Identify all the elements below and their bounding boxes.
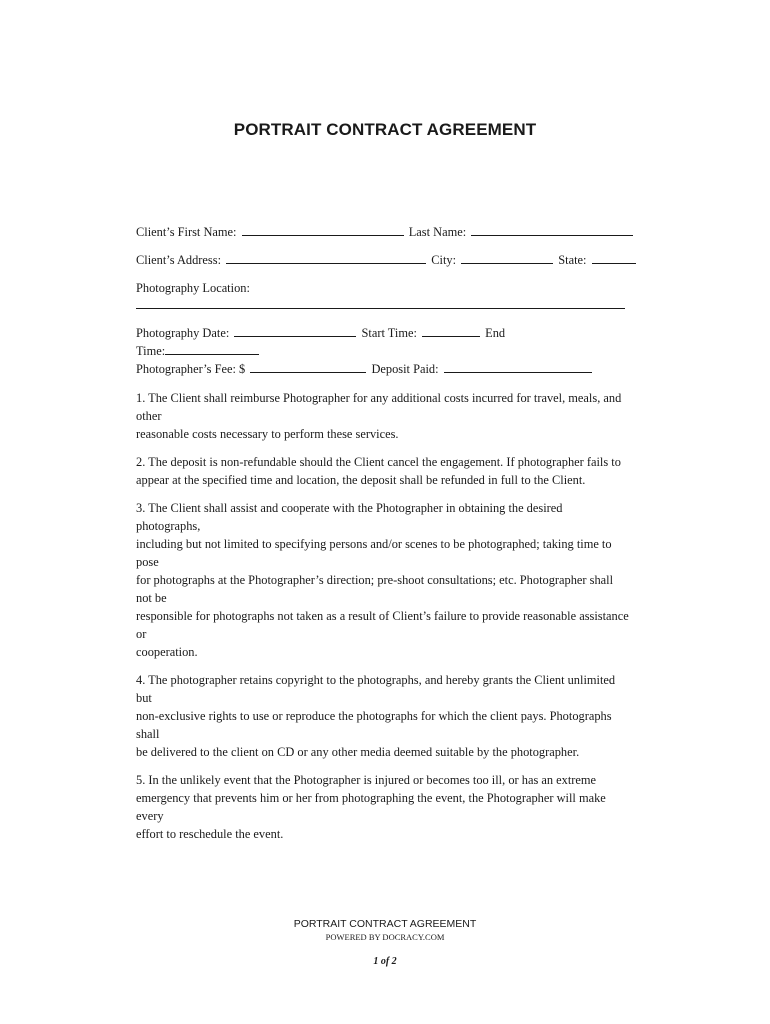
page-number: 1 of 2: [373, 956, 397, 967]
address-row: [136, 251, 638, 269]
clause-4-line: 4. The photographer retains copyright to the photographs, and hereby grants the Client unlimited: [136, 673, 616, 687]
city-field[interactable]: [461, 251, 553, 264]
clause-2-line: 2. The deposit is non-refundable should the Client cancel the engagement. If photographer fails to: [136, 455, 621, 469]
client-name-row: [136, 223, 635, 241]
clause-3-line: not be: [136, 591, 167, 605]
first-name-field[interactable]: [242, 223, 404, 236]
address-field[interactable]: [226, 251, 426, 264]
clause-5-line: effort to reschedule the event.: [136, 827, 284, 841]
clause-3-line: 3. The Client shall assist and cooperate with the Photographer in obtaining the desired: [136, 501, 563, 515]
clause-4-line: shall: [136, 727, 160, 741]
clause-3-line: pose: [136, 555, 159, 569]
clause-1-line: other: [136, 409, 162, 423]
location-row: [136, 296, 625, 314]
fee-label: Photographer’s Fee: $: [136, 362, 246, 376]
clause-5-line: emergency that prevents him or her from photographing the event, the Photographer will make: [136, 791, 606, 805]
clause-3-line: including but not limited to specifying persons and/or scenes to be photographed; taking time to: [136, 537, 612, 551]
state-field[interactable]: [592, 251, 636, 264]
clause-3-line: cooperation.: [136, 645, 198, 659]
clause-1-line: reasonable costs necessary to perform these services.: [136, 427, 399, 441]
document-title: PORTRAIT CONTRACT AGREEMENT: [233, 120, 537, 139]
state-label: State:: [558, 253, 587, 267]
date-field[interactable]: [234, 324, 356, 337]
clause-3-line: responsible for photographs not taken as a result of Client’s failure to provide reasonable assistance: [136, 609, 629, 623]
date-row: [136, 324, 505, 342]
address-label: Client’s Address:: [136, 253, 222, 267]
start-time-field[interactable]: [422, 324, 480, 337]
clause-3-line: or: [136, 627, 147, 641]
deposit-label: Deposit Paid:: [371, 362, 439, 376]
location-label: Photography Location:: [136, 281, 250, 295]
last-name-label: Last Name:: [408, 225, 467, 239]
clause-4-line: non-exclusive rights to use or reproduce the photographs for which the client pays. Photographs: [136, 709, 612, 723]
deposit-field[interactable]: [444, 360, 592, 373]
location-field[interactable]: [136, 296, 625, 309]
end-time-field[interactable]: [165, 342, 259, 355]
end-label: End: [485, 326, 506, 340]
clause-1-line: 1. The Client shall reimburse Photographer for any additional costs incurred for travel, meals, and: [136, 391, 622, 405]
clause-4-line: be delivered to the client on CD or any other media deemed suitable by the photographer.: [136, 745, 580, 759]
clause-4-line: but: [136, 691, 152, 705]
first-name-label: Client’s First Name:: [136, 225, 237, 239]
start-time-label: Start Time:: [361, 326, 417, 340]
footer-powered-by: POWERED BY DOCRACY.COM: [325, 932, 445, 942]
clause-3-line: for photographs at the Photographer’s direction; pre-shoot consultations; etc. Photographer shall: [136, 573, 614, 587]
fee-field[interactable]: [250, 360, 366, 373]
fee-row: [136, 360, 594, 378]
clause-5-line: 5. In the unlikely event that the Photographer is injured or becomes too ill, or has an extreme: [136, 773, 597, 787]
end-time-label: Time:: [136, 344, 166, 358]
footer-title: PORTRAIT CONTRACT AGREEMENT: [293, 918, 477, 930]
end-time-row: [136, 342, 261, 360]
city-label: City:: [431, 253, 457, 267]
date-label: Photography Date:: [136, 326, 230, 340]
clause-2-line: appear at the specified time and location, the deposit shall be refunded in full to the Client.: [136, 473, 586, 487]
clause-5-line: every: [136, 809, 164, 823]
clause-3-line: photographs,: [136, 519, 201, 533]
last-name-field[interactable]: [471, 223, 633, 236]
